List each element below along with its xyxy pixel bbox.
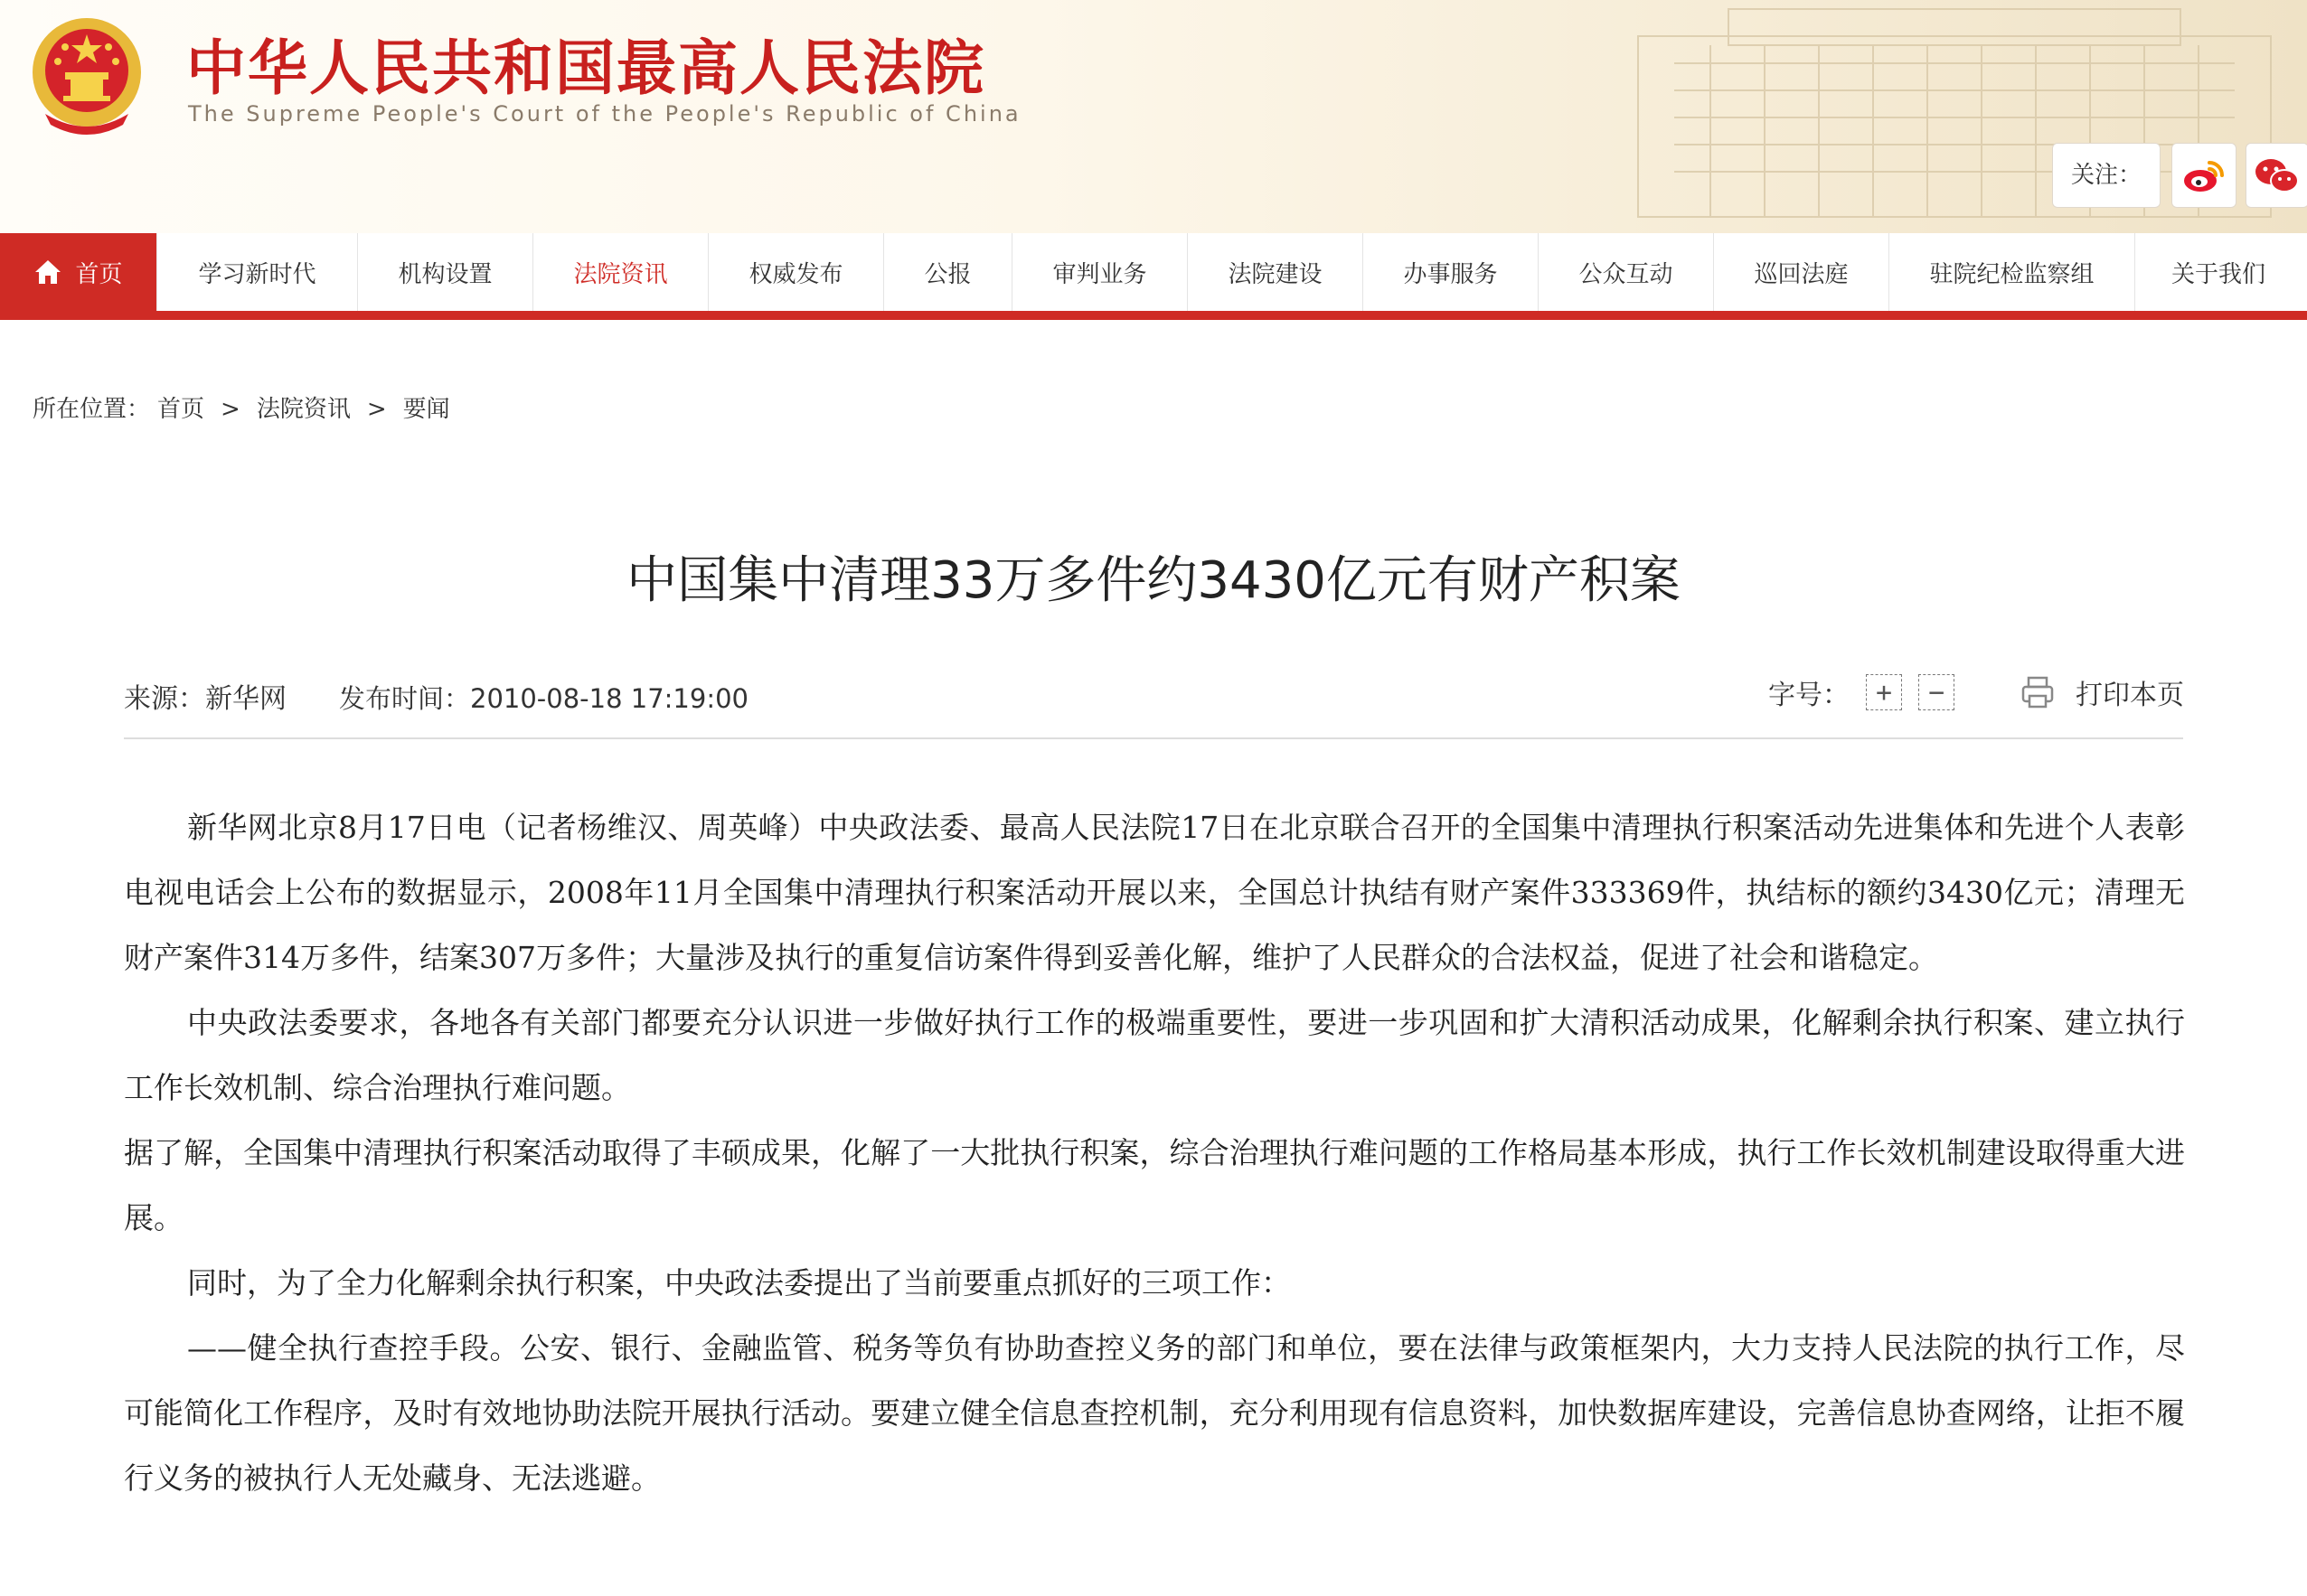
breadcrumb-separator: >	[221, 396, 240, 423]
article-source: 来源：新华网	[124, 683, 287, 715]
article-body	[124, 795, 2185, 1511]
main-nav	[0, 233, 2307, 320]
nav-item-services[interactable]: 办事服务	[1363, 233, 1539, 311]
site-subtitle: The Supreme People's Court of the People's Republic of China	[188, 101, 1022, 127]
breadcrumb-prefix: 所在位置：	[33, 396, 151, 423]
nav-item-court-building[interactable]: 法院建设	[1188, 233, 1363, 311]
breadcrumb-court-news[interactable]: 法院资讯	[256, 396, 351, 423]
site-title[interactable]: 中华人民共和国最高人民法院	[186, 33, 985, 103]
article-tools	[1768, 672, 2184, 712]
font-increase-button[interactable]: +	[1866, 674, 1902, 710]
home-icon	[33, 258, 62, 286]
wechat-icon	[2254, 155, 2301, 195]
nav-item-home[interactable]	[0, 233, 157, 311]
nav-item-about[interactable]: 关于我们	[2170, 260, 2265, 288]
nav-item-trial-business[interactable]: 审判业务	[1012, 233, 1188, 311]
print-label: 打印本页	[2076, 680, 2184, 711]
print-button[interactable]	[2020, 672, 2184, 712]
weibo-button[interactable]	[2171, 143, 2236, 208]
article-paragraph: 据了解，全国集中清理执行积案活动取得了丰硕成果，化解了一大批执行积案，综合治理执行难问题的工作格局基本形成，执行工作长效机制建设取得重大进展。	[124, 1135, 2185, 1235]
breadcrumb-separator: >	[366, 396, 387, 423]
font-decrease-button[interactable]: −	[1918, 674, 1954, 710]
article-paragraph: 同时，为了全力化解剩余执行积案，中央政法委提出了当前要重点抓好的三项工作：	[187, 1265, 1291, 1300]
nav-item-gazette[interactable]: 公报	[884, 233, 1012, 311]
article-publish-time: 发布时间：2010-08-18 17:19:00	[339, 683, 749, 714]
nav-item-label: 首页	[75, 260, 123, 288]
article-paragraph: 新华网北京8月17日电（记者杨维汉、周英峰）中央政法委、最高人民法院17日在北京联合召开的全国集中清理执行积案活动先进集体和先进个人表彰电视电话会上公布的数据显示，2008年11月全国集中清理执行积案活动开展以来，全国总计执结有财产案件333369件，执结标的额约3430亿元；清理无财产案件314万多件，结案307万多件；大量涉及执行的重复信访案件得到妥善化解，维护了人民群众的合法权益，促进了社会和谐稳定。	[124, 810, 2185, 975]
nav-item-releases[interactable]: 权威发布	[709, 233, 884, 311]
nav-item-public-interaction[interactable]: 公众互动	[1539, 233, 1714, 311]
breadcrumb-headlines[interactable]: 要闻	[402, 396, 450, 423]
font-size-label: 字号：	[1768, 680, 1850, 711]
breadcrumb	[33, 390, 457, 424]
article-paragraph: ——健全执行查控手段。公安、银行、金融监管、税务等负有协助查控义务的部门和单位，要在法律与政策框架内，大力支持人民法院的执行工作，尽可能简化工作程序，及时有效地协助法院开展执行活动。要建立健全信息查控机制，充分利用现有信息资料，加快数据库建设，完善信息协查网络，让拒不履行义务的被执行人无处藏身、无法逃避。	[124, 1330, 2185, 1496]
nav-item-discipline-group[interactable]: 驻院纪检监察组	[1889, 233, 2135, 311]
national-emblem-icon	[25, 13, 148, 136]
wechat-button[interactable]	[2246, 143, 2307, 208]
nav-item-study[interactable]: 学习新时代	[157, 233, 358, 311]
article-paragraph: 中央政法委要求，各地各有关部门都要充分认识进一步做好执行工作的极端重要性，要进一步巩固和扩大清积活动成果，化解剩余执行积案、建立执行工作长效机制、综合治理执行难问题。	[124, 1005, 2185, 1105]
article-title: 中国集中清理33万多件约3430亿元有财产积案	[626, 551, 1681, 610]
site-header	[0, 0, 2307, 233]
weibo-icon	[2182, 155, 2226, 195]
follow-label: 关注：	[2052, 143, 2161, 208]
nav-item-organization[interactable]: 机构设置	[358, 233, 533, 311]
printer-icon	[2020, 674, 2056, 710]
nav-item-court-news[interactable]: 法院资讯	[533, 233, 709, 311]
nav-item-circuit-courts[interactable]: 巡回法庭	[1714, 233, 1889, 311]
breadcrumb-home[interactable]: 首页	[157, 396, 205, 423]
meta-divider	[124, 737, 2183, 739]
article-meta	[124, 676, 749, 716]
